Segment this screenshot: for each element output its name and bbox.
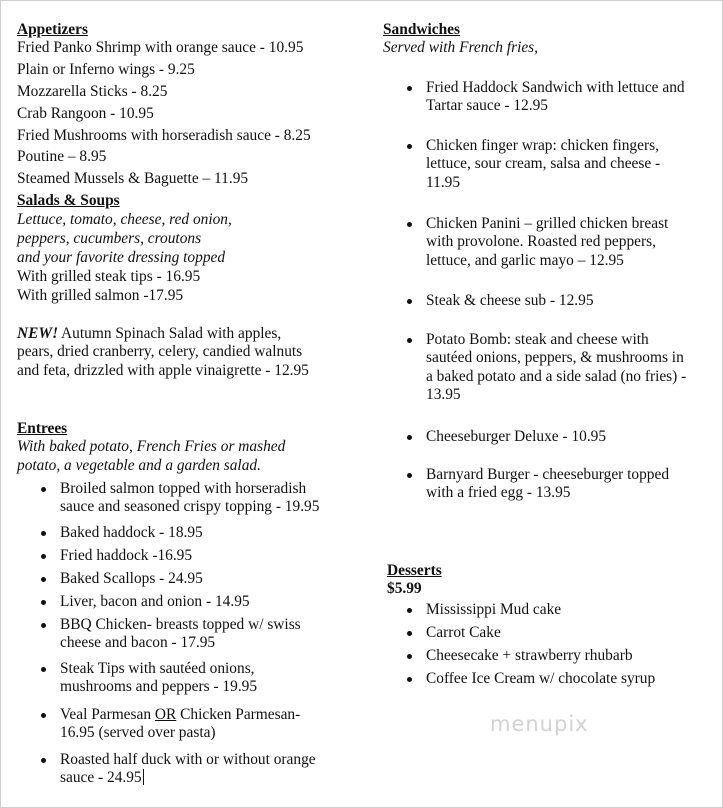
salad-description: peppers, cucumbers, croutons	[17, 230, 202, 247]
dessert-item: Mississippi Mud cake	[426, 601, 562, 618]
appetizer-item: Steamed Mussels & Baguette – 11.95	[17, 170, 249, 187]
salads-heading: Salads & Soups	[17, 192, 120, 209]
appetizer-item: Poutine – 8.95	[17, 148, 107, 165]
sandwich-item: Barnyard Burger - cheeseburger topped with a fried egg - 13.95	[426, 466, 716, 503]
appetizers-heading: Appetizers	[17, 21, 88, 38]
text-cursor	[143, 769, 144, 785]
dessert-item: Coffee Ice Cream w/ chocolate syrup	[426, 670, 656, 687]
sandwich-item: Cheeseburger Deluxe - 10.95	[426, 428, 716, 446]
sandwich-item: Chicken Panini – grilled chicken breast with provolone. Roasted red peppers, lettuce, and garlic mayo – 12.95	[426, 215, 716, 270]
new-salad-text: pears, dried cranberry, celery, candied walnuts	[17, 343, 303, 361]
new-salad-text: Autumn Spinach Salad with apples,	[58, 325, 282, 342]
appetizer-item: Crab Rangoon - 10.95	[17, 105, 154, 122]
appetizer-item: Plain or Inferno wings - 9.25	[17, 61, 195, 78]
new-salad-paragraph	[17, 325, 357, 380]
sandwich-item: Fried Haddock Sandwich with lettuce and Tartar sauce - 12.95	[426, 79, 716, 116]
sandwiches-heading: Sandwiches	[383, 21, 460, 38]
appetizer-item: Fried Mushrooms with horseradish sauce - 8.25	[17, 127, 311, 144]
entree-item: BBQ Chicken- breasts topped w/ swiss cheese and bacon - 17.95	[60, 616, 301, 652]
appetizer-item: Mozzarella Sticks - 8.25	[17, 83, 168, 100]
entree-item: Steak Tips with sautéed onions, mushrooms and peppers - 19.95	[60, 660, 258, 696]
entree-item: Liver, bacon and onion - 14.95	[60, 593, 250, 610]
entree-item: Roasted half duck with or without orange sauce - 24.95	[60, 751, 316, 787]
salad-description: Lettuce, tomato, cheese, red onion,	[17, 211, 232, 228]
appetizer-item: Fried Panko Shrimp with orange sauce - 10.95	[17, 39, 304, 56]
entree-item: Fried haddock -16.95	[60, 547, 193, 564]
entree-item: Veal Parmesan OR Chicken Parmesan- 16.95 (served over pasta)	[60, 706, 301, 742]
entree-item: Broiled salmon topped with horseradish sauce and seasoned crispy topping - 19.95	[60, 480, 320, 516]
menupix-watermark: menupix	[490, 712, 589, 736]
sandwich-item: Chicken finger wrap: chicken fingers, lettuce, sour cream, salsa and cheese - 11.95	[426, 137, 716, 192]
entree-item: Baked Scallops - 24.95	[60, 570, 203, 587]
salad-option: With grilled steak tips - 16.95	[17, 268, 201, 285]
sandwich-item: Potato Bomb: steak and cheese with sautéed onions, peppers, & mushrooms in a baked potato and a side salad (no fries) - 13.95	[426, 331, 716, 404]
sandwiches-subtitle: Served with French fries,	[383, 39, 539, 56]
desserts-price: $5.99	[387, 580, 422, 597]
new-salad-text: and feta, drizzled with apple vinaigrette - 12.95	[17, 361, 309, 379]
salad-description: and your favorite dressing topped	[17, 249, 226, 266]
entree-item: Baked haddock - 18.95	[60, 524, 203, 541]
entrees-description: With baked potato, French Fries or mashed	[17, 438, 286, 455]
dessert-item: Carrot Cake	[426, 624, 501, 641]
entrees-description: potato, a vegetable and a garden salad.	[17, 457, 261, 474]
salad-option: With grilled salmon -17.95	[17, 287, 184, 304]
sandwich-item: Steak & cheese sub - 12.95	[426, 292, 716, 310]
entrees-heading: Entrees	[17, 420, 68, 437]
dessert-item: Cheesecake + strawberry rhubarb	[426, 647, 633, 664]
new-label: NEW!	[17, 325, 59, 342]
desserts-heading: Desserts	[387, 562, 442, 579]
